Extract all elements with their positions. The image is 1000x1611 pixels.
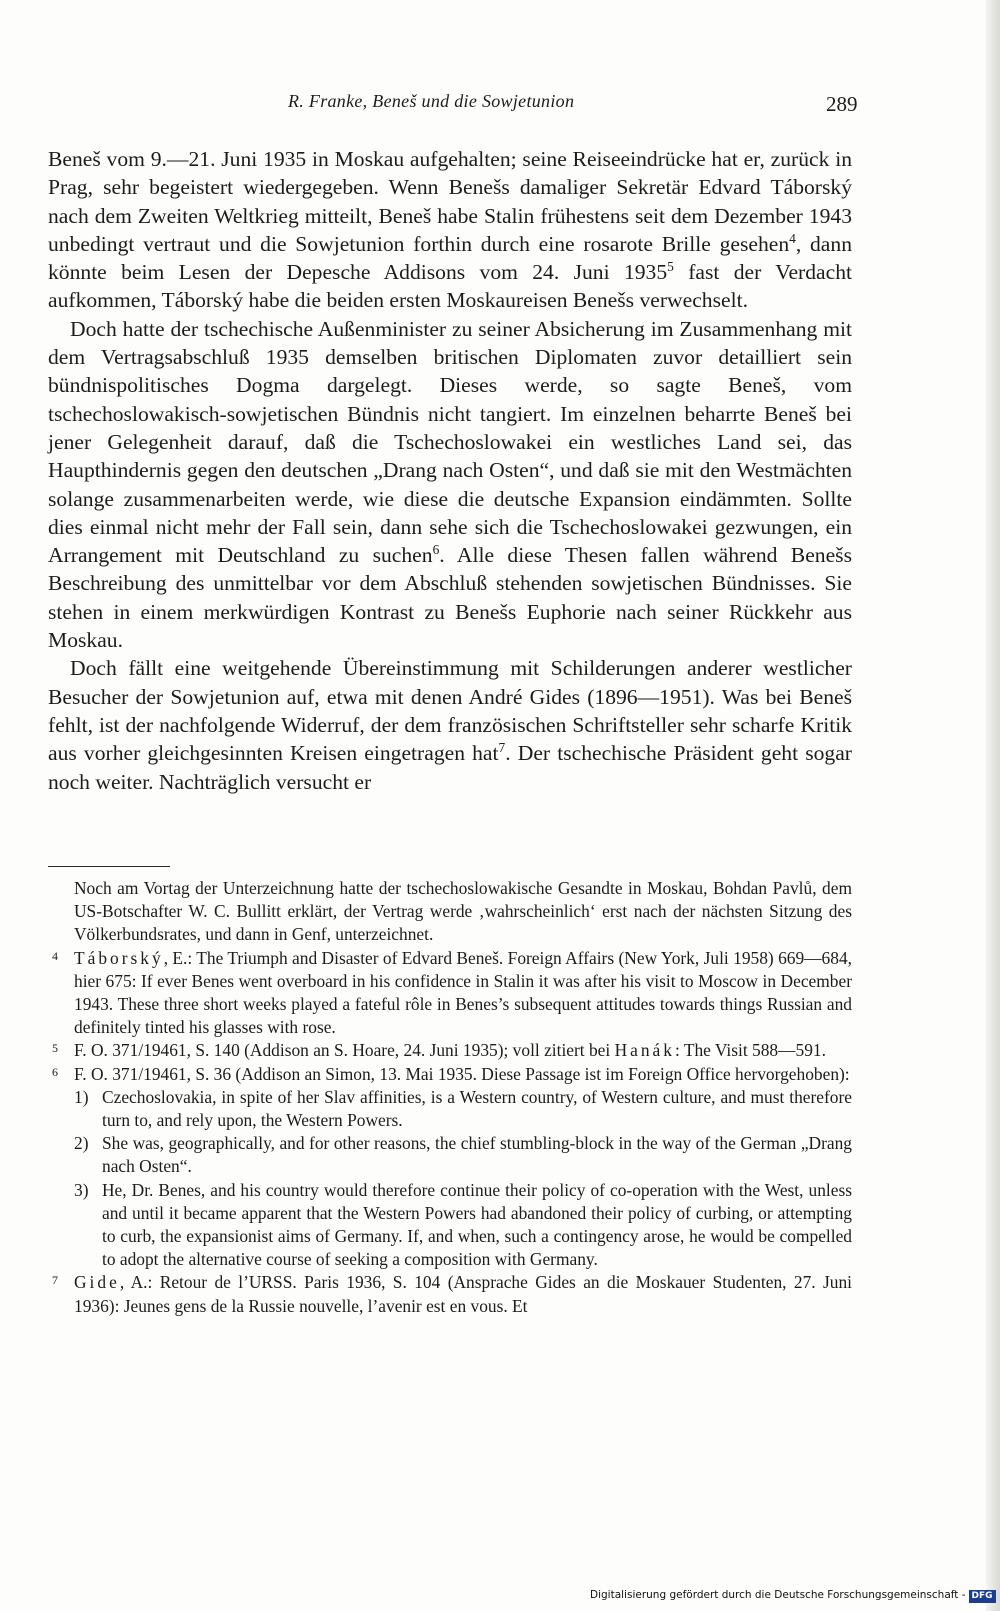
footnote-6-item: 1) Czechoslovakia, in spite of her Slav affinities, is a Western country, of Western culture, and must therefore turn to, and rely upon, the Western Powers. — [74, 1086, 852, 1131]
footnote-number: 6 — [52, 1064, 58, 1079]
footnote-number: 7 — [52, 1273, 58, 1288]
footnote-author: Hanák — [614, 1040, 675, 1061]
page-number: 289 — [826, 92, 858, 116]
footnote-ref[interactable]: 5 — [667, 259, 674, 274]
footnote-ref[interactable]: 4 — [789, 230, 796, 246]
running-head: R. Franke, Beneš und die Sowjetunion — [288, 91, 575, 111]
footnote-author: Gide — [74, 1272, 120, 1293]
paragraph: Doch hatte der tschechische Außenminister zu seiner Absicherung im Zusammenhang mit dem Vertragsabschluß 1935 demselben britischen Diplomaten zuvor detailliert sein bündnispolitisches Dogma dargelegt. Dieses werde, so sagte Beneš, vom tschechoslowakisch-sowjetischen Bündnis nicht tangiert. Im einzelnen beharrte Beneš bei jener Gelegenheit darauf, daß die Tschechoslowakei ein westliches Land sei, das Haupthindernis gegen den deutschen „Drang nach Osten“, und daß sie mit den Westmächten solange zusammenarbeiten werde, wie diese die deutsche Expansion eindämmten. Sollte dies einmal nicht mehr der Fall sein, dann sehe sich die Tschechoslowakei gezwungen, ein Arrangement mit Deutschland zu suchen$^6$. Alle diese Thesen fallen während Benešs Beschreibung des unmittelbar vor dem Abschluß stehenden sowjetischen Bündnisses. Sie stehen in einem merkwürdigen Kontrast zu Benešs Euphorie nach seiner Rückkehr aus Moskau. — [48, 316, 852, 653]
page-edge-shadow — [986, 0, 1000, 1611]
paragraph: Beneš vom 9.—21. Juni 1935 in Moskau aufgehalten; seine Reiseeindrücke hat er, zurück in Prag, sehr begeistert wiedergegeben. Wenn Benešs damaliger Sekretär Edvard Táborský nach dem Zweiten Weltkrieg mitteilt, Beneš habe Stalin frühestens seit dem Dezember 1943 unbedingt vertraut und die Sowjetunion forthin durch eine rosarote Brille gesehen$^4$, dann könnte beim Lesen der Depesche Addisons vom 24. Juni 1935$^5$ fast der Verdacht aufkommen, Táborský habe die beiden ersten Moskaureisen Benešs verwechselt. — [48, 147, 852, 313]
footnote-7: 7 Gide, A.: Retour de l’URSS. Paris 1936, S. 104 (Ansprache Gides an die Moskauer Studenten, 27. Juni 1936): Jeunes gens de la Russie nouvelle, l’avenir est en vous. Et — [52, 1272, 852, 1316]
footnote-separator — [48, 866, 170, 867]
footnote-author: Táborský — [74, 947, 164, 968]
footnote-6-item: 2) She was, geographically, and for other reasons, the chief stumbling-block in the way of the German „Drang nach Osten“. — [74, 1133, 852, 1177]
footnote-4: 4 Táborský, E.: The Triumph and Disaster of Edvard Beneš. Foreign Affairs (New York, Juli 1958) 669—684, hier 675: If ever Benes went overboard in his confidence in Stalin it was after his visit to Moscow in December 1943. These three short weeks played a fateful rôle in Benes’s subsequent attitudes towards things Russian and definitely tinted his glasses with rose. — [52, 947, 852, 1038]
footnote-6: 6 F. O. 371/19461, S. 36 (Addison an Simon, 13. Mai 1935. Diese Passage ist im Foreign Office hervorgehoben): — [52, 1063, 850, 1084]
digitization-credit: Digitalisierung gefördert durch die Deutsche Forschungsgemeinschaft - DFG — [590, 1589, 996, 1603]
footnote-number: 4 — [52, 948, 58, 963]
footnote-6-item: 3) He, Dr. Benes, and his country would therefore continue their policy of co-operation with the West, unless and until it became apparent that the Western Powers had abandoned their policy of curbing, or attempting to curb, the expansionist aims of Germany. If, and when, such a contingency arose, he would be compelled to adopt the alternative course of seeking a composition with Germany. — [74, 1179, 852, 1270]
footnote-ref[interactable]: 7 — [498, 740, 506, 756]
paragraph: Doch fällt eine weitgehende Übereinstimmung mit Schilderungen anderer westlicher Besucher der Sowjetunion auf, etwa mit denen André Gides (1896—1951). Was bei Beneš fehlt, ist der nachfolgende Widerruf, der dem französischen Schriftsteller sehr scharfe Kritik aus vorher gleichgesinnten Kreisen eingetragen hat$^7$. Der tschechische Präsident geht sogar noch weiter. Nachträglich versucht er — [48, 656, 852, 794]
main-text — [48, 145, 852, 796]
footnote-continuation: Noch am Vortag der Unterzeichnung hatte der tschechoslowakische Gesandte in Moskau, Bohdan Pavlů, dem US-Botschafter W. C. Bullitt erklärt, der Vertrag werde ‚wahrscheinlich‘ erst nach der nächsten Sitzung des Völkerbundsrates, und dann in Genf, unterzeichnet. — [74, 878, 852, 945]
dfg-logo: DFG — [969, 1590, 996, 1603]
footnote-5: 5 F. O. 371/19461, S. 140 (Addison an S. Hoare, 24. Juni 1935); voll zitiert bei Hanák: The Visit 588—591. — [52, 1040, 826, 1061]
footnote-number: 5 — [52, 1041, 58, 1056]
footnote-ref[interactable]: 6 — [432, 541, 440, 557]
footnotes — [48, 877, 852, 1318]
